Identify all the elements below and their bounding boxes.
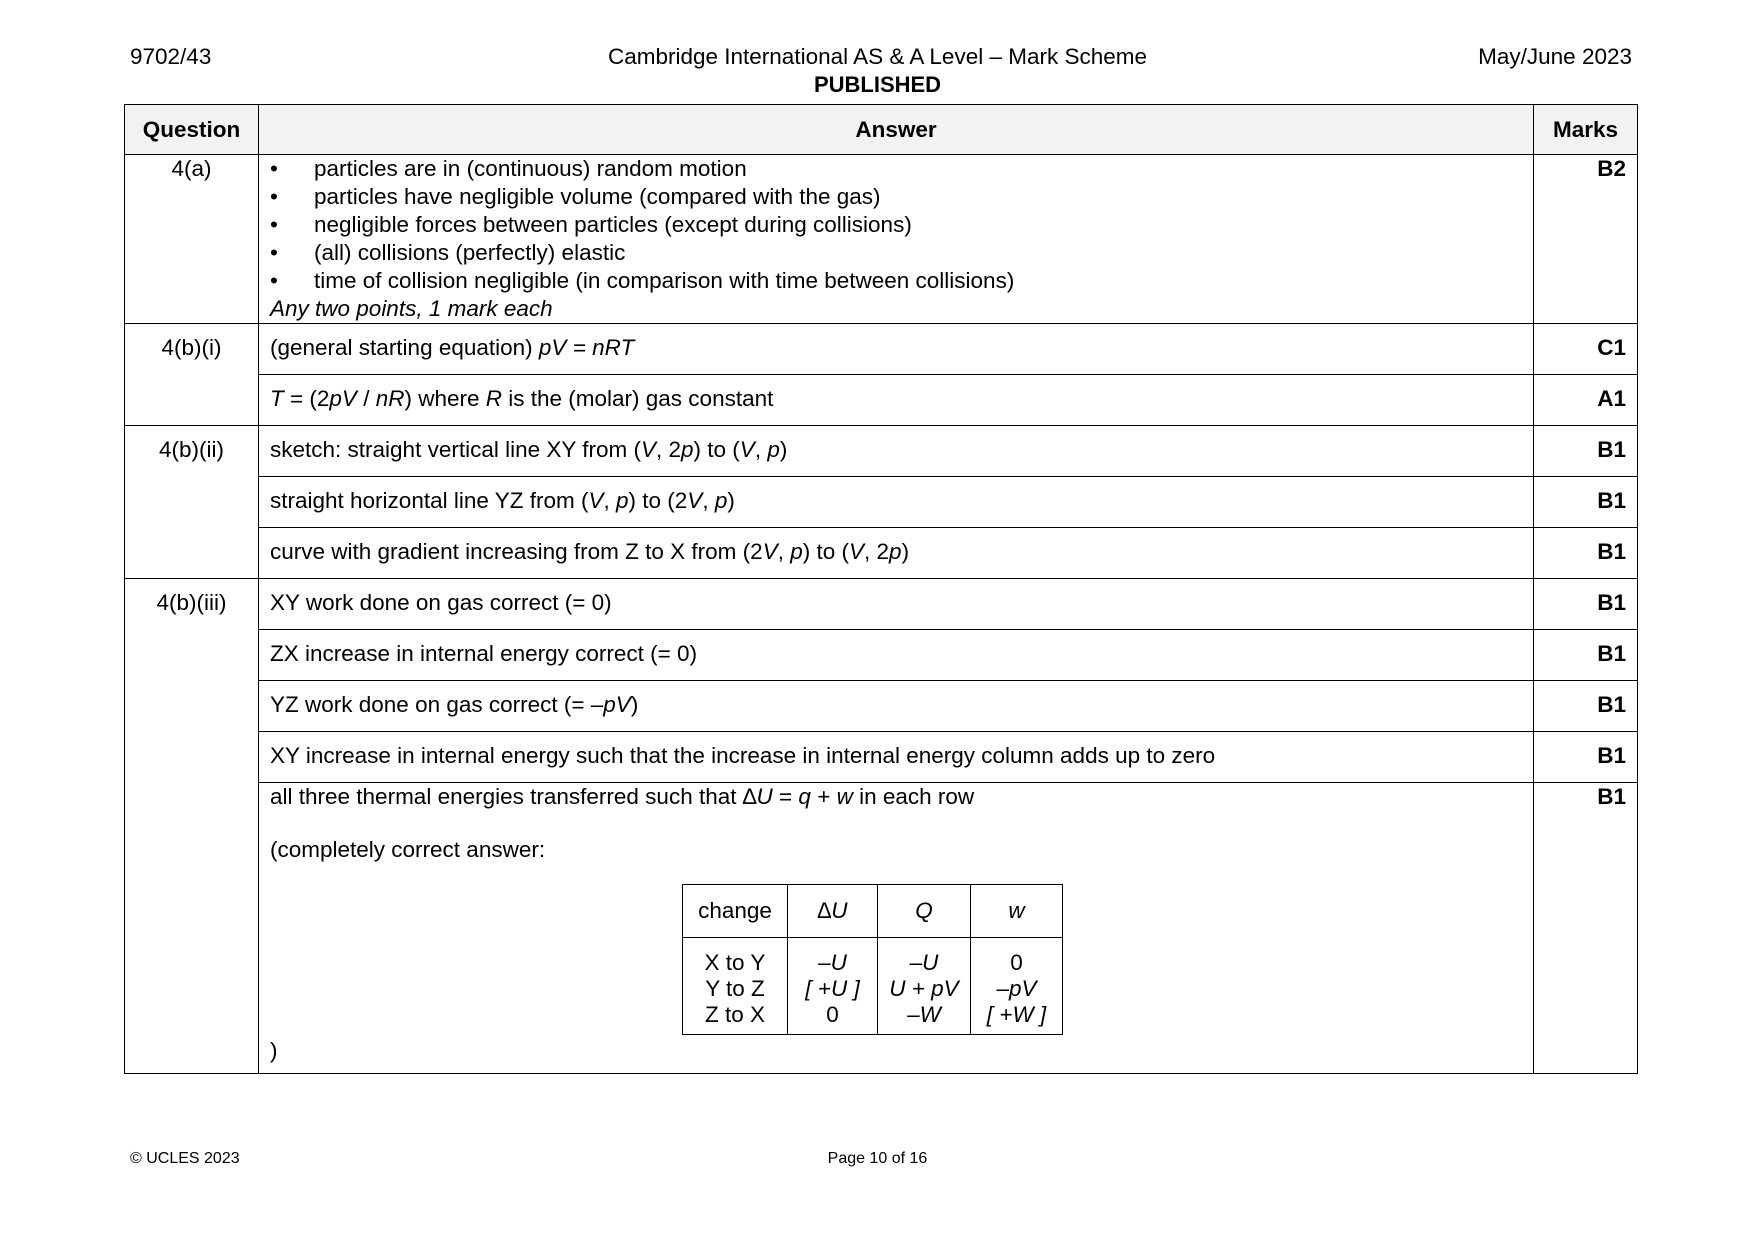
answer-cell — [259, 783, 1534, 1074]
question-number: 4(b)(iii) — [125, 579, 259, 1074]
answer-text: (general starting equation) — [270, 335, 539, 360]
symbol: nR — [375, 386, 405, 411]
table-row — [125, 579, 1638, 630]
symbol: q — [798, 784, 811, 809]
symbol: V — [739, 437, 755, 462]
answer-text: ) to ( — [693, 437, 740, 462]
answer-cell — [259, 324, 1534, 375]
value-text: –W — [907, 1002, 941, 1027]
mark-value: B1 — [1534, 426, 1638, 477]
mark-value: C1 — [1534, 324, 1638, 375]
delta-u-value — [798, 976, 867, 1002]
symbol: p — [889, 539, 902, 564]
answer-text: all three thermal energies transferred such that ∆ — [270, 784, 757, 809]
w-value — [981, 1002, 1052, 1028]
symbol: pV — [603, 692, 631, 717]
delta-u-value: 0 — [826, 1002, 839, 1027]
answer-text: , — [702, 488, 715, 513]
answer-text: is the (molar) gas constant — [502, 386, 774, 411]
published-label: PUBLISHED — [813, 72, 942, 97]
answer-text: = — [772, 784, 799, 809]
answer-cell: XY work done on gas correct (= 0) — [259, 579, 1534, 630]
complete-answer-label: (completely correct answer: — [270, 837, 546, 862]
answer-text: , — [777, 539, 791, 564]
mark-value: A1 — [1534, 375, 1638, 426]
symbol: p — [767, 437, 780, 462]
symbol: p — [681, 437, 694, 462]
w-value — [981, 976, 1052, 1002]
value-text: U + pV — [889, 976, 959, 1001]
answer-text: in each row — [852, 784, 975, 809]
table-row — [125, 630, 1638, 681]
energy-table-body — [683, 938, 1063, 1035]
answer-text: = (2 — [283, 386, 330, 411]
answer-text: ) — [779, 437, 788, 462]
change-header: change — [683, 885, 788, 938]
q-column — [878, 938, 971, 1035]
answer-text: , — [603, 488, 616, 513]
value-text: –U — [818, 950, 847, 975]
mark-scheme-table — [124, 104, 1638, 1074]
answer-text: sketch: straight vertical line XY from ( — [270, 437, 641, 462]
page-number: Page 10 of 16 — [827, 1150, 928, 1167]
symbol: T — [270, 386, 284, 411]
answer-cell — [259, 155, 1534, 324]
change-column — [683, 938, 788, 1035]
symbol: p — [714, 488, 728, 513]
exam-session: May/June 2023 — [1478, 44, 1632, 69]
question-number: 4(b)(ii) — [125, 426, 259, 579]
symbol: p — [616, 488, 629, 513]
energy-table-header — [683, 885, 1063, 938]
q-value — [888, 976, 960, 1002]
table-row — [125, 426, 1638, 477]
closing-parenthesis: ) — [270, 1038, 278, 1063]
mark-value: B2 — [1534, 155, 1638, 324]
symbol: V — [588, 488, 604, 513]
answer-text: ) — [901, 539, 910, 564]
delta-u-value — [798, 950, 867, 976]
answer-points-list — [270, 155, 1522, 295]
table-row — [125, 732, 1638, 783]
symbol: V — [849, 539, 865, 564]
list-item: • time of collision negligible (in comparison with time between collisions) — [270, 267, 1522, 295]
answer-text: YZ work done on gas correct (= – — [270, 692, 604, 717]
answer-text: ) — [727, 488, 735, 513]
q-header — [878, 885, 971, 938]
answer-column-header: Answer — [259, 105, 1534, 155]
mark-value: B1 — [1534, 579, 1638, 630]
change-value: Z to X — [704, 1002, 766, 1027]
mark-value: B1 — [1534, 528, 1638, 579]
marking-note: Any two points, 1 mark each — [270, 296, 553, 321]
document-title: Cambridge International AS & A Level – Mark Scheme — [607, 44, 1148, 69]
list-item: • particles are in (continuous) random motion — [270, 155, 1522, 183]
symbol: p — [790, 539, 803, 564]
syllabus-code: 9702/43 — [130, 44, 212, 69]
table-row — [125, 477, 1638, 528]
answer-text: , 2 — [864, 539, 890, 564]
value-text: [ +W ] — [986, 1002, 1047, 1027]
symbol: V — [762, 539, 778, 564]
q-value — [888, 1002, 960, 1028]
symbol: V — [640, 437, 656, 462]
q-label: Q — [915, 898, 933, 923]
q-value — [888, 950, 960, 976]
symbol: R — [485, 386, 502, 411]
w-label: w — [1008, 898, 1025, 923]
answer-cell: ZX increase in internal energy correct (= 0) — [259, 630, 1534, 681]
table-row — [125, 681, 1638, 732]
symbol: V — [687, 488, 703, 513]
answer-text: ) where — [404, 386, 486, 411]
answer-cell — [259, 681, 1534, 732]
list-item: • (all) collisions (perfectly) elastic — [270, 239, 1522, 267]
marks-column-header: Marks — [1534, 105, 1638, 155]
answer-text: / — [356, 386, 376, 411]
question-number: 4(b)(i) — [125, 324, 259, 426]
delta-u-column — [788, 938, 878, 1035]
answer-cell — [259, 477, 1534, 528]
symbol: pV — [329, 386, 357, 411]
mark-value: B1 — [1534, 732, 1638, 783]
answer-text: + — [810, 784, 837, 809]
question-column-header: Question — [125, 105, 259, 155]
value-text: –U — [909, 950, 939, 975]
answer-text: curve with gradient increasing from Z to X from (2 — [270, 539, 763, 564]
answer-text: straight horizontal line YZ from ( — [270, 488, 589, 513]
answer-cell: XY increase in internal energy such that the increase in internal energy column adds up to zero — [259, 732, 1534, 783]
answer-cell — [259, 426, 1534, 477]
w-value: 0 — [1010, 950, 1023, 975]
answer-text: ) to ( — [802, 539, 849, 564]
answer-line — [270, 783, 1522, 811]
table-header-row — [125, 105, 1638, 155]
answer-cell — [259, 528, 1534, 579]
answer-cell — [259, 375, 1534, 426]
equation: pV = nRT — [538, 335, 635, 360]
answer-text: , 2 — [655, 437, 682, 462]
mark-value: B1 — [1534, 477, 1638, 528]
answer-text: ) to (2 — [628, 488, 688, 513]
value-text: [ +U ] — [805, 976, 860, 1001]
mark-value: B1 — [1534, 783, 1638, 1074]
question-number: 4(a) — [125, 155, 259, 324]
answer-text: , — [754, 437, 768, 462]
w-column — [971, 938, 1063, 1035]
value-text: –pV — [996, 976, 1037, 1001]
table-row — [125, 324, 1638, 375]
change-value: Y to Z — [705, 976, 765, 1001]
mark-value: B1 — [1534, 681, 1638, 732]
table-row — [125, 783, 1638, 1074]
w-header — [971, 885, 1063, 938]
list-item: • particles have negligible volume (compared with the gas) — [270, 183, 1522, 211]
change-value: X to Y — [704, 950, 766, 975]
list-item: • negligible forces between particles (except during collisions) — [270, 211, 1522, 239]
delta-u-label: ∆U — [817, 898, 848, 923]
delta-u-header — [788, 885, 878, 938]
answer-text: ) — [630, 692, 639, 717]
copyright-notice: © UCLES 2023 — [130, 1150, 240, 1167]
table-row — [125, 155, 1638, 324]
energy-table — [682, 884, 1063, 1035]
table-row — [125, 528, 1638, 579]
symbol: w — [836, 784, 853, 809]
mark-value: B1 — [1534, 630, 1638, 681]
table-row — [125, 375, 1638, 426]
symbol: U — [756, 784, 773, 809]
